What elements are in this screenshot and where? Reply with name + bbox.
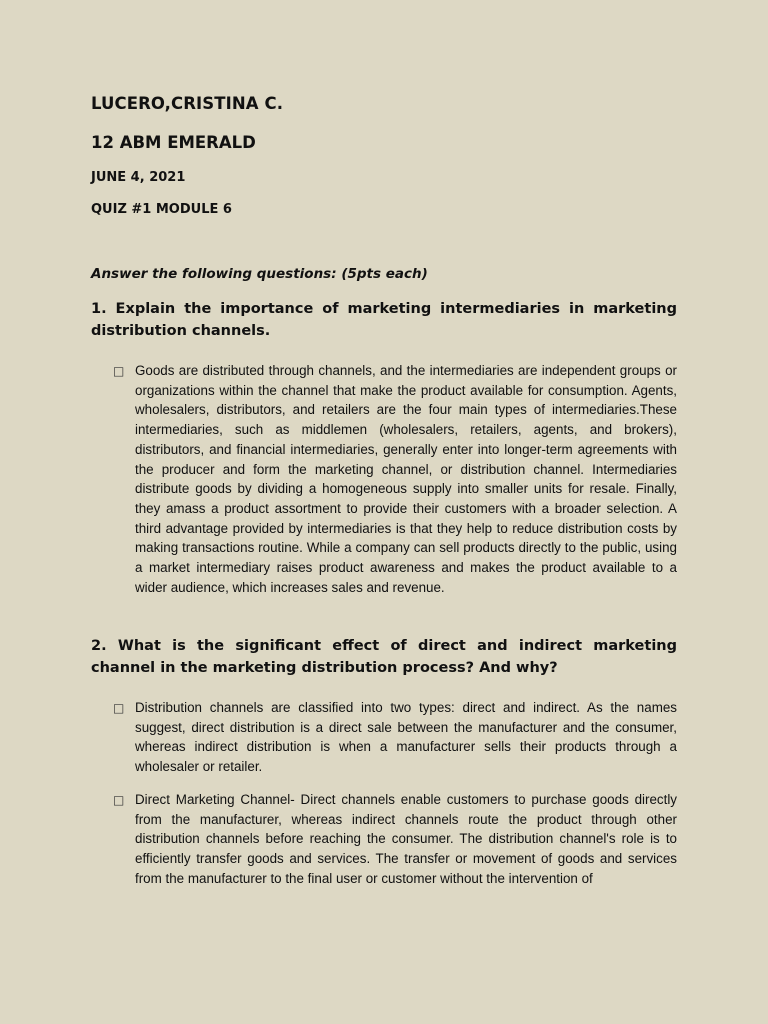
question-2: 2. What is the significant effect of direct and indirect marketing channel in the marketing distribution process? And why? [91, 638, 677, 676]
answer-1-paragraph: Goods are distributed through channels, and the intermediaries are independent groups or organizations within the channel that make the product available for consumption. Agents, wholesalers, distributors, and retailers are the four main types of intermediaries.These intermediaries, such as middlemen (wholesalers, retailers, agents, and brokers), distributors, and financial intermediaries, generally enter into longer-term agreements with the producer and form the marketing channel, or distribution channel. Intermediaries distribute goods by dividing a homogeneous supply into smaller units for resale. Finally, they amass a product assortment to provide their customers with a broader selection. A third advantage provided by intermediaries is that they help to reduce distribution costs by making transactions routine. While a company can sell products directly to the public, using a market intermediary raises product awareness and makes the product available to a wider audience, which increases sales and revenue. [135, 363, 677, 595]
answer-2-paragraph-2: Direct Marketing Channel- Direct channels enable customers to purchase goods directly from the manufacturer, whereas indirect channels route the product through other distribution channels before reaching the consumer. The distribution channel's role is to efficiently transfer goods and services. The transfer or movement of goods and services from the manufacturer to the final user or customer without the intervention of [135, 792, 677, 886]
answer-2-paragraph-1: Distribution channels are classified into two types: direct and indirect. As the names suggest, direct distribution is a direct sale between the manufacturer and the consumer, whereas indirect distribution is when a manufacturer sells their products through a wholesaler or retailer. [135, 700, 677, 775]
question-1: 1. Explain the importance of marketing intermediaries in marketing distribution channels. [91, 301, 677, 339]
student-section: 12 ABM EMERALD [91, 133, 256, 152]
bullet-box-icon: □ [113, 701, 125, 715]
bullet-box-icon: □ [113, 793, 125, 807]
instructions: Answer the following questions: (5pts each) [91, 266, 428, 282]
quiz-date: JUNE 4, 2021 [91, 170, 186, 185]
quiz-title: QUIZ #1 MODULE 6 [91, 202, 232, 217]
bullet-box-icon: □ [113, 364, 125, 378]
student-name: LUCERO,CRISTINA C. [91, 94, 284, 113]
